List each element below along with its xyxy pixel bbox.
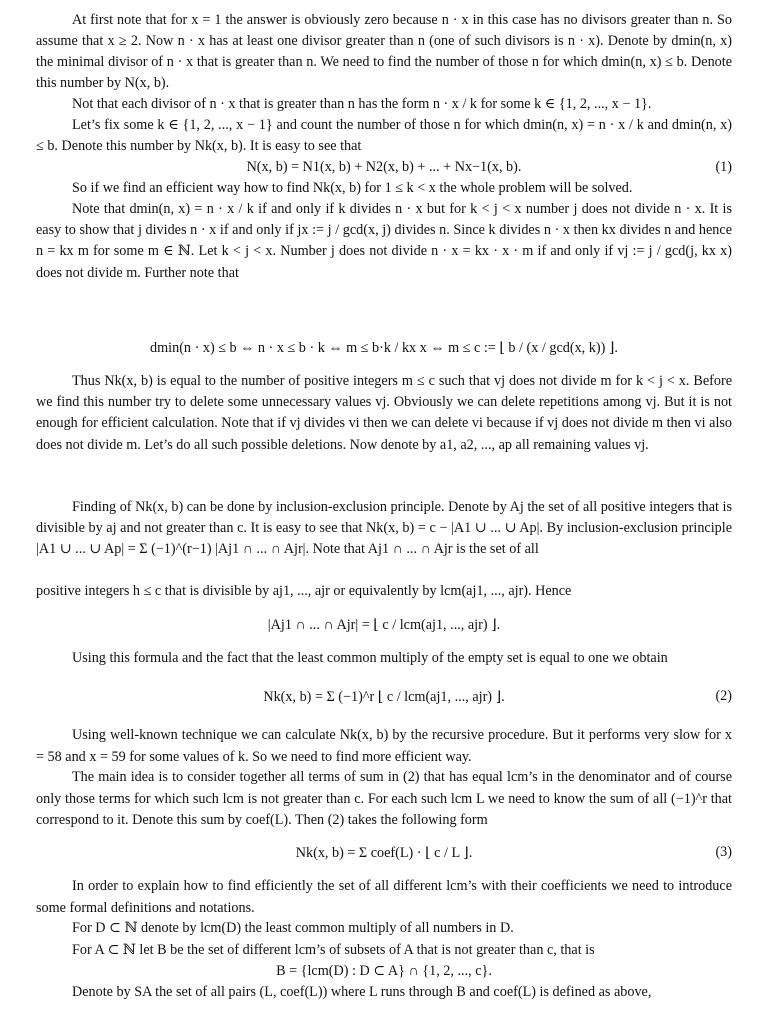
equation-c-body: dmin(n · x) ≤ b ⇔ n · x ≤ b · k ⇔ m ≤ b·k / kx x ⇔ m ≤ c := ⌊ b / (x / gcd(x, k)) ⌋. — [150, 340, 618, 357]
paragraph-dmin-definition: At first note that for x = 1 the answer is obviously zero because n · x in this case has no divisors greater than n. So assume that x ≥ 2. Now n · x has at least one divisor greater than n (one of such divisors is n · x). Denote by dmin(n, x) the minimal divisor of n · x that is greater than n. We need to find the number of those n for which dmin(n, x) ≤ b. Denote this number by N(x, b). — [36, 12, 732, 92]
paragraph-set-b: For A ⊂ ℕ let B be the set of different lcm’s of subsets of A that is not greater than c, that is — [72, 941, 595, 958]
equation-1-body: N(x, b) = N1(x, b) + N2(x, b) + ... + Nx−1(x, b). — [246, 159, 522, 176]
equation-2-body: Nk(x, b) = Σ (−1)^r ⌊ c / lcm(aj1, ..., ajr) ⌋. — [263, 689, 505, 706]
paragraph-explain-lcm: In order to explain how to find efficiently the set of all different lcm’s with their coefficients we need to introduce some formal definitions and notations. — [36, 878, 732, 916]
paragraph-sa-definition: Denote by SA the set of all pairs (L, coef(L)) where L runs through B and coef(L) is defined as above, — [72, 983, 652, 1000]
equation-2 — [36, 669, 732, 725]
equation-set-b: B = {lcm(D) : D ⊂ A} ∩ {1, 2, ..., c}. — [276, 962, 492, 979]
equation-lcm-body: |Aj1 ∩ ... ∩ Ajr| = ⌊ c / lcm(aj1, ..., ajr) ⌋. — [267, 617, 501, 634]
paragraph-inclusion-exclusion: Finding of Nk(x, b) can be done by inclusion-exclusion principle. Denote by Aj the set of all positive integers that is divisible by aj and not greater than c. It is easy to see that Nk(x, b) = c − |A1 ∪ ... ∪ Ap|. By inclusion-exclusion principle |A1 ∪ ... ∪ Ap| = Σ (−1)^(r−1) |Aj1 ∩ ... ∩ Ajr|. Note that Aj1 ∩ ... ∩ Ajr is the set of all — [36, 499, 732, 558]
equation-3-body: Nk(x, b) = Σ coef(L) · ⌊ c / L ⌋. — [295, 845, 473, 862]
paragraph-efficient-way: So if we find an efficient way how to find Nk(x, b) for 1 ≤ k < x the whole problem will be solved. — [72, 180, 633, 197]
paragraph-positive-integers: positive integers h ≤ c that is divisible by aj1, ..., ajr or equivalently by lcm(aj1, ..., ajr). Hence — [36, 583, 572, 600]
equation-3 — [36, 830, 732, 876]
paragraph-divisor-form: Not that each divisor of n · x that is greater than n has the form n · x / k for some k ∈ {1, 2, ..., x − 1}. — [72, 96, 652, 112]
equation-3-label: (3) — [715, 844, 732, 861]
equation-2-label: (2) — [715, 688, 732, 705]
paper-page — [36, 10, 732, 1003]
paragraph-fix-k: Let’s fix some k ∈ {1, 2, ..., x − 1} and count the number of those n for which dmin(n, x) = n · x / k and dmin(n, x) ≤ b. Denote this number by Nk(x, b). It is easy to see that — [36, 117, 732, 155]
equation-1-label: (1) — [715, 159, 732, 176]
paragraph-divisibility: Note that dmin(n, x) = n · x / k if and only if k divides n · x but for k < j < x number j does not divide n · x. It is easy to show that j divides n · x if and only if jx := j / gcd(x, j) divides n. Since k divides n · x then kx divides n and hence n = kx m for some m ∈ ℕ. Let k < j < x. Number j does not divide n · x = kx · x · m if and only if vj := j / gcd(j, kx x) does not divide m. Further note that — [36, 201, 732, 281]
equation-lcm — [36, 602, 732, 648]
paragraph-formula-use: Using this formula and the fact that the least common multiply of the empty set is equal to one we obtain — [72, 650, 668, 667]
equation-c-definition — [36, 325, 732, 371]
paragraph-lcm-definition: For D ⊂ ℕ denote by lcm(D) the least common multiply of all numbers in D. — [72, 920, 514, 937]
equation-1 — [36, 157, 732, 178]
paragraph-deletions: Thus Nk(x, b) is equal to the number of positive integers m ≤ c such that vj does not divide m for k < j < x. Before we find this number try to delete some unnecessary values vj. Obviously we can delete repetitions among vj. But it is not enough for efficient calculation. Note that if vj divides vi then we can delete vi because if vj does not divide m then vi also does not divide m. Let’s do all such possible deletions. Now denote by a1, a2, ..., ap all remaining values vj. — [36, 373, 732, 453]
paragraph-main-idea: The main idea is to consider together all terms of sum in (2) that has equal lcm’s in the denominator and of course only those terms for which such lcm is not greater than c. For each such lcm L we need to know the sum of all (−1)^r that correspond to it. Denote this sum by coef(L). Then (2) takes the following form — [36, 769, 732, 828]
paragraph-recursive: Using well-known technique we can calculate Nk(x, b) by the recursive procedure. But it performs very slow for x = 58 and x = 59 for some values of k. So we need to find more efficient way. — [36, 727, 732, 765]
